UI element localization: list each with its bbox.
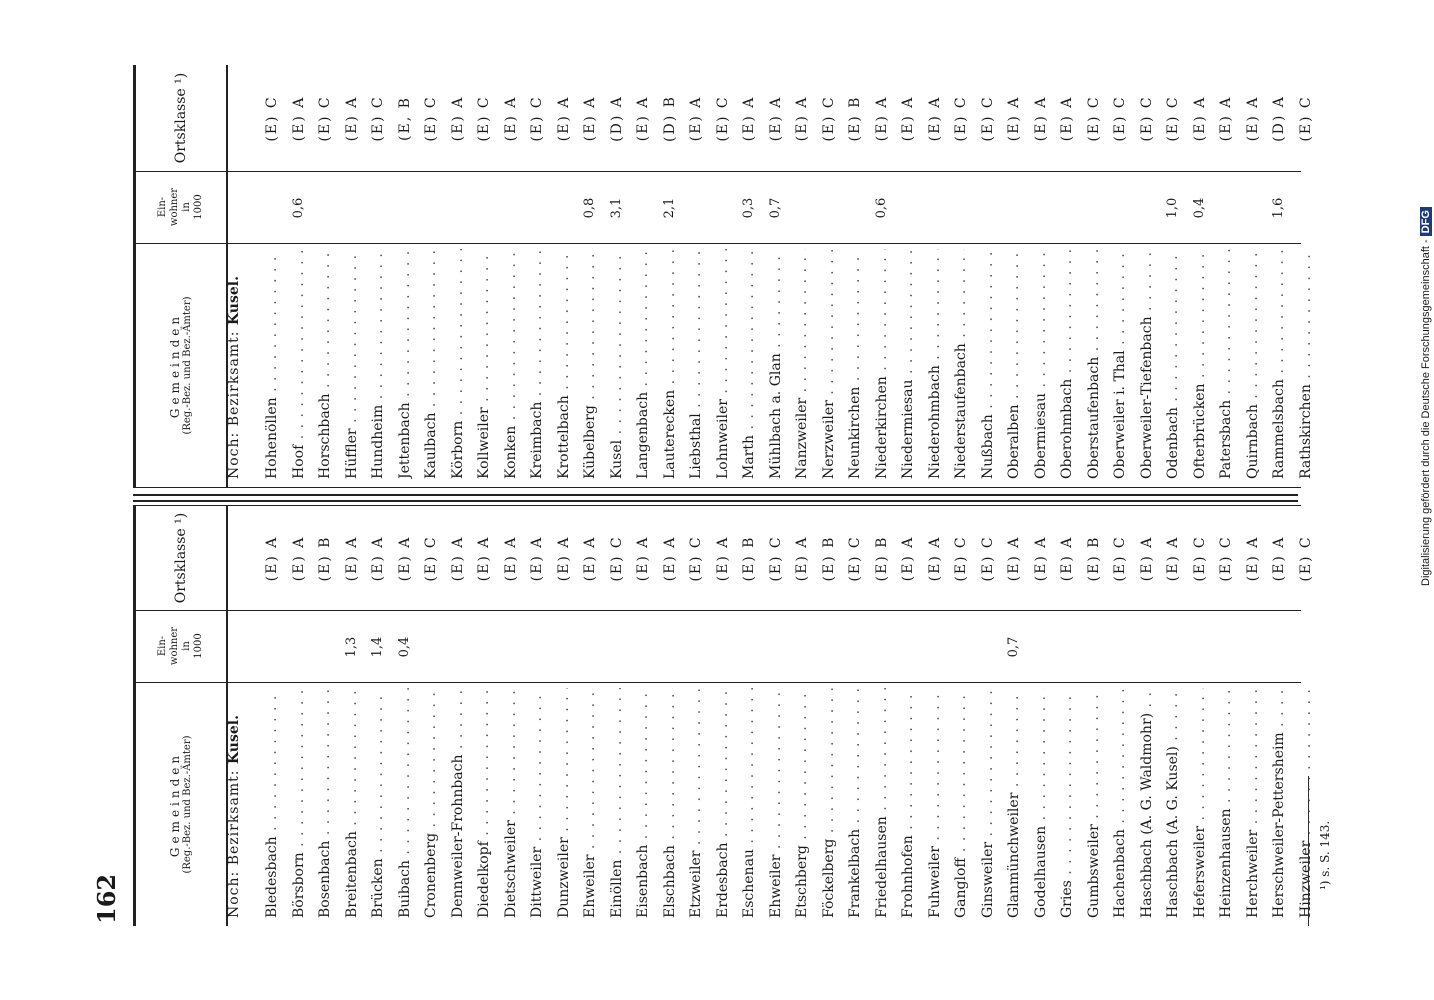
table-row xyxy=(313,506,338,926)
table-row xyxy=(1161,65,1186,487)
table-row xyxy=(419,506,444,926)
municipality-name: Lauterecken . . . xyxy=(662,249,678,479)
table-row xyxy=(499,506,524,926)
municipality-name: Föckelberg . . . xyxy=(821,688,837,918)
table-row xyxy=(1267,506,1292,926)
table-row xyxy=(1055,65,1080,487)
municipality-name: Etschberg . . . xyxy=(794,688,810,918)
ortsklasse-value: (E) A xyxy=(1006,535,1022,582)
table-row xyxy=(711,65,736,487)
municipality-name: Erdesbach . . . xyxy=(715,688,731,918)
ortsklasse-value: (E) A xyxy=(555,535,572,582)
population-value: 2,1 xyxy=(661,197,677,219)
municipality-name: Dietschweiler . . . xyxy=(503,688,519,918)
ortsklasse-value: (E) B xyxy=(820,535,837,582)
municipality-name: Nerzweiler . . . xyxy=(821,249,837,479)
ortsklasse-value: (E) B xyxy=(1085,535,1102,582)
ortsklasse-value: (E, B xyxy=(396,96,413,141)
table-row xyxy=(631,65,656,487)
municipality-name: Dunzweiler . . . xyxy=(556,688,572,918)
table-row xyxy=(976,506,1001,926)
dfg-logo: DFG xyxy=(1420,207,1432,236)
municipality-name: Niederohmbach . . . xyxy=(927,249,943,479)
ortsklasse-value: (E) C xyxy=(608,535,625,582)
municipality-name: Godelhausen . . . xyxy=(1033,688,1049,918)
municipality-name: Friedelhausen . . . xyxy=(874,688,890,918)
table-row xyxy=(737,65,762,487)
municipality-name: Börsborn . . . xyxy=(291,688,307,918)
table-row xyxy=(1241,506,1266,926)
ortsklasse-value: (E) C xyxy=(317,95,333,142)
table-row xyxy=(419,65,444,487)
page-number: 162 xyxy=(92,873,121,924)
table-row xyxy=(1267,65,1292,487)
municipality-name: Herchweiler . . . xyxy=(1245,688,1261,918)
table-row xyxy=(1214,65,1239,487)
table-row xyxy=(1241,65,1266,487)
population-value: 0,8 xyxy=(582,197,597,219)
table-left xyxy=(133,505,1314,926)
ortsklasse-value: (E) A xyxy=(661,535,678,582)
header-gemeinden: Gemeinden (Reg.-Bez. und Bez.-Ämter) xyxy=(167,296,194,435)
table-row xyxy=(870,506,895,926)
table-row xyxy=(843,65,868,487)
table-row xyxy=(578,65,603,487)
ortsklasse-value: (D) A xyxy=(608,95,625,142)
ortsklasse-value: (E) C xyxy=(979,535,996,582)
ortsklasse-value: (E) C xyxy=(953,535,969,582)
municipality-name: Hinzweiler . . . xyxy=(1298,688,1314,918)
ortsklasse-value: (E) A xyxy=(290,535,307,582)
municipality-name: Hachenbach . . . xyxy=(1112,688,1128,918)
table-row xyxy=(605,506,630,926)
municipality-name: Kübelberg . . . xyxy=(582,249,598,479)
municipality-name: Glanmünchweiler . . . xyxy=(1006,688,1022,918)
municipality-name: Bledesbach . . . xyxy=(264,688,280,918)
municipality-name: Hohenöllen . . . xyxy=(264,249,280,479)
table-row xyxy=(949,506,974,926)
table-row xyxy=(525,65,550,487)
municipality-name: Buibach . . . xyxy=(397,688,413,918)
municipality-name: Frankelbach . . . xyxy=(847,688,863,918)
credit-text: Digitalisierung gefördert durch die Deutsche Forschungsgemeinschaft - xyxy=(1420,239,1432,586)
ortsklasse-value: (E) C xyxy=(1191,535,1208,582)
municipality-name: Eschenau . . . xyxy=(741,688,757,918)
municipality-name: Rammelsbach . . . xyxy=(1271,249,1287,479)
header-einwohner: Ein- wohner in 1000 xyxy=(136,171,226,244)
table-row xyxy=(817,506,842,926)
municipality-name: Krottelbach . . . xyxy=(556,249,572,479)
municipality-name: Mühlbach a. Glan . . . xyxy=(768,249,784,479)
municipality-name: Niederstaufenbach . . . xyxy=(953,249,969,479)
municipality-name: Haschbach (A. G. Waldmohr) . . . xyxy=(1139,688,1155,918)
municipality-name: Eisenbach . . . xyxy=(635,688,651,918)
municipality-name: Dennweiler-Frohnbach . . . xyxy=(450,688,466,918)
footnote: ¹) s. S. 143. xyxy=(1318,820,1332,890)
table-row xyxy=(1002,506,1027,926)
table-row xyxy=(552,65,577,487)
ortsklasse-value: (E) C xyxy=(1297,535,1314,582)
ortsklasse-value: (E) C xyxy=(1085,95,1102,142)
table-row xyxy=(366,65,391,487)
municipality-name: Kaulbach . . . xyxy=(423,249,439,479)
table-row xyxy=(1135,65,1160,487)
municipality-name: Ofterbrücken . . . xyxy=(1192,249,1208,479)
municipality-name: Marth . . . xyxy=(741,249,757,479)
ortsklasse-value: (E) C xyxy=(688,535,704,582)
table-row xyxy=(1029,65,1054,487)
ortsklasse-value: (E) A xyxy=(343,95,360,142)
population-value: 3,1 xyxy=(608,197,624,219)
ortsklasse-value: (E) A xyxy=(1271,535,1287,582)
municipality-name: Hundheim . . . xyxy=(370,249,386,479)
ortsklasse-value: (E) C xyxy=(370,95,386,142)
ortsklasse-value: (E) A xyxy=(476,535,492,582)
municipality-name: Ginsweiler . . . xyxy=(980,688,996,918)
ortsklasse-value: (E) C xyxy=(1165,95,1181,142)
population-value: 1,0 xyxy=(1165,197,1180,219)
ortsklasse-value: (E) A xyxy=(582,535,598,582)
municipality-name: Brücken . . . xyxy=(370,688,386,918)
municipality-name: Nanzweiler . . . xyxy=(794,249,810,479)
table-row xyxy=(578,506,603,926)
section-heading: Noch: Bezirksamt: Kusel. xyxy=(226,715,242,918)
municipality-name: Horschbach . . . xyxy=(317,249,333,479)
table-row xyxy=(684,506,709,926)
municipality-name: Herschweiler-Pettersheim . . . xyxy=(1271,688,1287,918)
ortsklasse-value: (E) A xyxy=(926,95,943,142)
ortsklasse-value: (E) C xyxy=(423,535,439,582)
municipality-name: Niederkirchen . . . xyxy=(874,249,890,479)
municipality-name: Einöllen . . . xyxy=(609,688,625,918)
ortsklasse-value: (E) C xyxy=(1138,95,1155,142)
ortsklasse-value: (D) B xyxy=(661,95,678,142)
table-row xyxy=(552,506,577,926)
rows-left xyxy=(226,506,1314,926)
ortsklasse-value: (E) A xyxy=(1006,95,1022,142)
ortsklasse-value: (E) A xyxy=(370,535,386,582)
ortsklasse-value: (E) A xyxy=(502,535,519,582)
municipality-name: Ehweiler . . . xyxy=(582,688,598,918)
table-row xyxy=(1082,65,1107,487)
header-ortsklasse: Ortsklasse ¹) xyxy=(136,506,226,611)
table-row xyxy=(1082,506,1107,926)
population-value: 1,4 xyxy=(370,636,385,658)
municipality-name: Odenbach . . . xyxy=(1165,249,1181,479)
ortsklasse-value: (E) C xyxy=(847,535,863,582)
table-row xyxy=(1135,506,1160,926)
table-row xyxy=(313,65,338,487)
municipality-name: Gumbsweiler . . . xyxy=(1086,688,1102,918)
population-value: 1,6 xyxy=(1271,197,1286,219)
ortsklasse-value: (E) A xyxy=(502,95,519,142)
ortsklasse-value: (E) C xyxy=(953,95,969,142)
ortsklasse-value: (E) B xyxy=(317,535,333,582)
ortsklasse-value: (E) C xyxy=(1218,535,1234,582)
ortsklasse-value: (D) A xyxy=(1271,95,1287,142)
table-row xyxy=(790,65,815,487)
table-row xyxy=(764,506,789,926)
table-row xyxy=(1214,506,1239,926)
ortsklasse-value: (E) A xyxy=(264,535,280,582)
ortsklasse-value: (E) C xyxy=(529,95,545,142)
municipality-name: Oberweiler-Tiefenbach . . . xyxy=(1139,249,1155,479)
ortsklasse-value: (E) A xyxy=(1244,95,1261,142)
table-row xyxy=(870,65,895,487)
table-row xyxy=(1108,65,1133,487)
ortsklasse-value: (E) A xyxy=(1059,95,1075,142)
municipality-name: Etzweiler . . . xyxy=(688,688,704,918)
municipality-name: Cronenberg . . . xyxy=(423,688,439,918)
ortsklasse-value: (E) A xyxy=(900,535,916,582)
municipality-name: Patersbach . . . xyxy=(1218,249,1234,479)
ortsklasse-value: (E) C xyxy=(423,95,439,142)
ortsklasse-value: (E) C xyxy=(1112,95,1128,142)
population-value: 0,4 xyxy=(1191,197,1207,219)
table-row xyxy=(446,506,471,926)
double-rule xyxy=(133,488,1298,506)
ortsklasse-value: (E) A xyxy=(1138,535,1155,582)
table-row xyxy=(393,506,418,926)
municipality-name: Quirnbach . . . xyxy=(1245,249,1261,479)
ortsklasse-value: (E) C xyxy=(476,95,492,142)
municipality-name: Oberweiler i. Thal . . . xyxy=(1112,249,1128,479)
ortsklasse-value: (E) A xyxy=(555,95,572,142)
municipality-name: Hoof . . . xyxy=(291,249,307,479)
ortsklasse-value: (E) A xyxy=(1244,535,1261,582)
ortsklasse-value: (E) A xyxy=(794,95,810,142)
municipality-name: Fuhweiler . . . xyxy=(927,688,943,918)
ortsklasse-value: (E) B xyxy=(873,535,890,582)
digitization-credit xyxy=(1418,0,1434,1000)
table-row xyxy=(1161,506,1186,926)
population-value: 1,3 xyxy=(343,636,359,658)
ortsklasse-value: (E) A xyxy=(794,535,810,582)
ortsklasse-value: (E) A xyxy=(926,535,943,582)
population-value: 0,6 xyxy=(873,197,889,219)
table-row xyxy=(658,506,683,926)
ortsklasse-value: (E) A xyxy=(635,535,651,582)
municipality-name: Haschbach (A. G. Kusel) . . . xyxy=(1165,688,1181,918)
table-row xyxy=(1188,506,1213,926)
footnote-rule xyxy=(1308,776,1309,926)
table-row xyxy=(896,65,921,487)
table-row xyxy=(923,506,948,926)
municipality-name: Gries . . . xyxy=(1059,688,1075,918)
municipality-name: Hüffler . . . xyxy=(344,249,360,479)
ortsklasse-value: (E) A xyxy=(1059,535,1075,582)
municipality-name: Liebsthal . . . xyxy=(688,249,704,479)
ortsklasse-value: (E) A xyxy=(582,95,598,142)
ortsklasse-value: (E) C xyxy=(979,95,996,142)
table-row xyxy=(525,506,550,926)
ortsklasse-value: (E) A xyxy=(873,95,890,142)
table-row xyxy=(1188,65,1213,487)
ortsklasse-value: (E) A xyxy=(767,95,784,142)
municipality-name: Ehweiler . . . xyxy=(768,688,784,918)
table-row xyxy=(631,506,656,926)
table-row xyxy=(1029,506,1054,926)
header-ortsklasse: Ortsklasse ¹) xyxy=(136,65,226,172)
table-row xyxy=(1294,65,1319,487)
municipality-name: Lohnweiler . . . xyxy=(715,249,731,479)
municipality-name: Konken . . . xyxy=(503,249,519,479)
ortsklasse-value: (E) C xyxy=(767,535,784,582)
ortsklasse-value: (E) C xyxy=(820,95,837,142)
ortsklasse-value: (E) A xyxy=(1165,535,1181,582)
table-row xyxy=(499,65,524,487)
ortsklasse-value: (E) A xyxy=(343,535,360,582)
ortsklasse-value: (E) A xyxy=(714,535,731,582)
table-row xyxy=(976,65,1001,487)
municipality-name: Nußbach . . . xyxy=(980,249,996,479)
table-row xyxy=(658,65,683,487)
table-row xyxy=(1002,65,1027,487)
table-row xyxy=(1294,506,1319,926)
municipality-name: Jettenbach . . . xyxy=(397,249,413,479)
ortsklasse-value: (E) B xyxy=(741,535,757,582)
table-row xyxy=(764,65,789,487)
ortsklasse-value: (E) A xyxy=(688,95,704,142)
municipality-name: Oberohmbach . . . xyxy=(1059,249,1075,479)
table-row xyxy=(260,506,285,926)
table-row xyxy=(366,506,391,926)
ortsklasse-value: (E) C xyxy=(1112,535,1128,582)
municipality-name: Diedelkopf . . . xyxy=(476,688,492,918)
ortsklasse-value: (E) A xyxy=(449,95,466,142)
municipality-name: Elschbach . . . xyxy=(662,688,678,918)
table-row xyxy=(896,506,921,926)
ortsklasse-value: (E) C xyxy=(1297,95,1314,142)
municipality-name: Langenbach . . . xyxy=(635,249,651,479)
table-row xyxy=(260,65,285,487)
municipality-name: Neunkirchen . . . xyxy=(847,249,863,479)
section-heading: Noch: Bezirksamt: Kusel. xyxy=(226,276,242,479)
table-row xyxy=(472,506,497,926)
ortsklasse-value: (E) A xyxy=(635,95,651,142)
ortsklasse-value: (E) A xyxy=(741,95,757,142)
ortsklasse-value: (E) A xyxy=(529,535,545,582)
ortsklasse-value: (E) A xyxy=(396,535,413,582)
table-row xyxy=(843,506,868,926)
population-value: 0,7 xyxy=(1006,636,1021,658)
table-row xyxy=(923,65,948,487)
population-value: 0,4 xyxy=(396,636,412,658)
ortsklasse-value: (E) B xyxy=(847,95,863,142)
table-row xyxy=(393,65,418,487)
municipality-name: Hefersweiler . . . xyxy=(1192,688,1208,918)
rows-right xyxy=(226,65,1314,487)
table-row xyxy=(287,506,312,926)
municipality-name: Bosenbach . . . xyxy=(317,688,333,918)
municipality-name: Körborn . . . xyxy=(450,249,466,479)
table-row xyxy=(340,65,365,487)
population-value: 0,3 xyxy=(741,197,756,219)
table-row xyxy=(472,65,497,487)
municipality-name: Heinzenhausen . . . xyxy=(1218,688,1234,918)
municipality-name: Obermiesau . . . xyxy=(1033,249,1049,479)
table-row xyxy=(790,506,815,926)
ortsklasse-value: (E) C xyxy=(264,95,280,142)
table-header xyxy=(136,506,228,926)
municipality-name: Kreimbach . . . xyxy=(529,249,545,479)
municipality-name: Dittweiler . . . xyxy=(529,688,545,918)
municipality-name: Niedermiesau . . . xyxy=(900,249,916,479)
table-row xyxy=(1108,506,1133,926)
ortsklasse-value: (E) A xyxy=(900,95,916,142)
ortsklasse-value: (E) A xyxy=(290,95,307,142)
table-row xyxy=(817,65,842,487)
table-row xyxy=(737,506,762,926)
table-row xyxy=(684,65,709,487)
municipality-name: Rathskirchen . . . xyxy=(1298,249,1314,479)
table-right xyxy=(133,65,1314,488)
table-row xyxy=(287,65,312,487)
ortsklasse-value: (E) A xyxy=(449,535,466,582)
municipality-name: Kusel . . . xyxy=(609,249,625,479)
header-einwohner: Ein- wohner in 1000 xyxy=(136,610,226,683)
ortsklasse-value: (E) A xyxy=(1032,535,1049,582)
ortsklasse-value: (E) C xyxy=(714,95,731,142)
municipality-name: Kollweiler . . . xyxy=(476,249,492,479)
header-gemeinden: Gemeinden (Reg.-Bez. und Bez.-Ämter) xyxy=(167,735,194,874)
municipality-name: Gangloff . . . xyxy=(953,688,969,918)
table-row xyxy=(711,506,736,926)
ortsklasse-value: (E) A xyxy=(1218,95,1234,142)
table-row xyxy=(340,506,365,926)
ortsklasse-value: (E) A xyxy=(1032,95,1049,142)
municipality-name: Breitenbach . . . xyxy=(344,688,360,918)
population-value: 0,6 xyxy=(290,197,306,219)
table-row xyxy=(605,65,630,487)
table-header xyxy=(136,65,228,487)
ortsklasse-value: (E) A xyxy=(1191,95,1208,142)
municipality-name: Frohnhofen . . . xyxy=(900,688,916,918)
table-row xyxy=(446,65,471,487)
population-value: 0,7 xyxy=(767,197,783,219)
table-row xyxy=(1055,506,1080,926)
table-row xyxy=(949,65,974,487)
municipality-name: Oberstaufenbach . . . xyxy=(1086,249,1102,479)
municipality-name: Oberalben . . . xyxy=(1006,249,1022,479)
